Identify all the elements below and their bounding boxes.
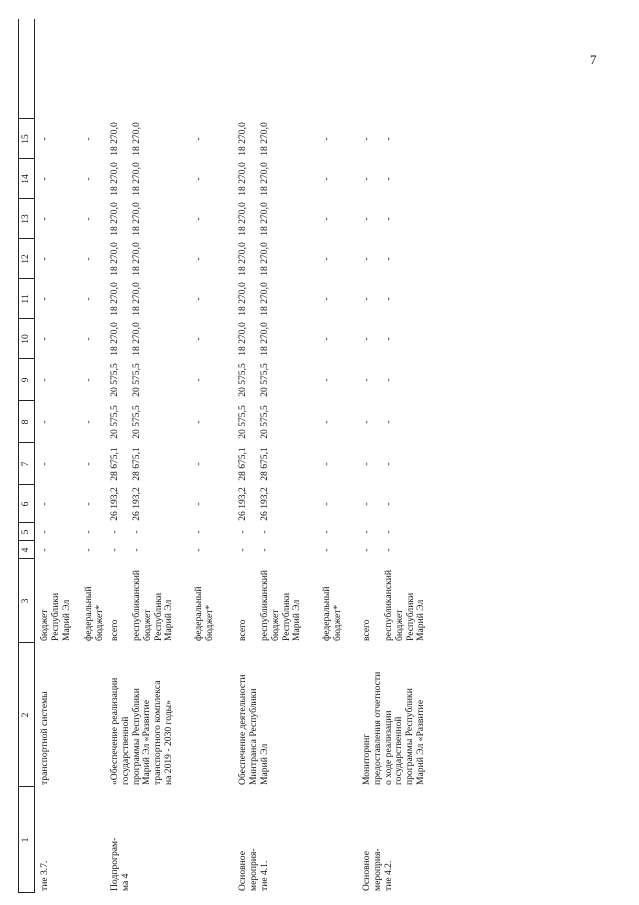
value-cell: - [39,502,50,506]
row-2-source: федеральный [193,586,204,641]
row-4-name: о ходе реализации [382,710,394,785]
value-cell: - [321,530,332,534]
header-cell-1: 1 [20,837,31,843]
value-cell: 20 575,5 [131,363,142,397]
table-top-border [18,19,19,893]
value-cell: - [321,462,332,466]
value-cell: - [83,420,94,424]
row-3-name: Обеспечение деятельности [237,674,248,785]
row-3-name: Марий Эл [258,743,270,785]
row-2-source: бюджет [141,609,153,641]
value-cell: - [361,462,372,466]
value-cell: - [361,257,372,261]
value-cell: - [193,217,204,221]
value-cell: 18 270,0 [237,282,248,316]
value-cell: - [39,420,50,424]
value-cell: - [321,378,332,382]
value-cell: - [193,462,204,466]
value-cell: 18 270,0 [109,322,120,356]
header-cell-13: 13 [20,214,31,224]
header-bottom-border [34,19,35,893]
value-cell: 28 675,1 [237,447,248,481]
value-cell: - [83,137,94,141]
value-cell: 26 193,2 [131,487,142,521]
header-cell-9: 9 [20,377,31,383]
header-cell-4: 4 [20,547,31,553]
value-cell: - [361,337,372,341]
value-cell: - [193,337,204,341]
value-cell: - [361,217,372,221]
value-cell: - [193,502,204,506]
value-cell: - [83,217,94,221]
value-cell: 20 575,5 [109,405,120,439]
row-1-code: тие 3.7. [39,860,50,891]
page-number: 7 [590,52,597,67]
value-cell: - [193,177,204,181]
value-cell: - [131,548,142,552]
header-cell-8: 8 [20,419,31,425]
value-cell: 26 193,2 [237,487,248,521]
value-cell: - [39,530,50,534]
row-1-source: бюджет [39,609,50,641]
value-cell: - [83,378,94,382]
value-cell: 18 270,0 [259,242,270,276]
value-cell: 18 270,0 [131,282,142,316]
value-cell: - [83,177,94,181]
value-cell: - [321,137,332,141]
value-cell: 18 270,0 [109,242,120,276]
header-cell-14: 14 [20,174,31,184]
row-4-name: программы Республики [404,688,416,785]
value-cell: - [83,297,94,301]
row-2-name: «Обеспечение реализации [109,677,120,785]
row-4-name: предоставления отчетности [371,671,383,785]
value-cell: 28 675,1 [131,447,142,481]
header-cell-6: 6 [20,501,31,507]
value-cell: 26 193,2 [259,487,270,521]
value-cell: - [321,257,332,261]
header-cell-2: 2 [20,712,31,718]
row-4-source: республиканский [383,569,394,641]
row-2-source: Марий Эл [163,599,175,641]
value-cell: - [83,257,94,261]
value-cell: - [193,420,204,424]
value-cell: - [383,177,394,181]
row-3-source: бюджет* [331,604,343,641]
value-cell: - [361,137,372,141]
value-cell: 20 575,5 [237,405,248,439]
value-cell: 28 675,1 [109,447,120,481]
row-4-name: Мониторинг [361,733,372,785]
value-cell: 20 575,5 [131,405,142,439]
value-cell: 26 193,2 [109,487,120,521]
row-2-source: бюджет* [203,604,215,641]
value-cell: - [361,502,372,506]
value-cell: - [383,297,394,301]
row-2-code: Подпрограм- [109,837,120,891]
value-cell: - [361,378,372,382]
value-cell: 20 575,5 [259,405,270,439]
value-cell: - [383,530,394,534]
value-cell: 18 270,0 [109,202,120,236]
value-cell: - [383,462,394,466]
value-cell: - [237,548,248,552]
value-cell: - [39,548,50,552]
value-cell: - [83,548,94,552]
row-3-source: Марий Эл [291,599,303,641]
value-cell: 18 270,0 [131,242,142,276]
value-cell: - [383,137,394,141]
value-cell: - [383,502,394,506]
value-cell: 18 270,0 [237,322,248,356]
row-3-source: всего [237,619,248,641]
value-cell: - [39,297,50,301]
value-cell: - [383,378,394,382]
value-cell: - [321,177,332,181]
value-cell: 18 270,0 [259,122,270,156]
row-2-code: ма 4 [119,873,131,891]
value-cell: - [383,337,394,341]
header-cell-5: 5 [20,529,31,535]
value-cell: 18 270,0 [131,162,142,196]
header-cell-3: 3 [20,598,31,604]
row-4-source: бюджет [393,609,405,641]
value-cell: 18 270,0 [259,322,270,356]
value-cell: 18 270,0 [237,202,248,236]
row-3-code: Основное [237,851,248,891]
row-2-source: республиканский [131,569,142,641]
row-1-source: Марий Эл [60,599,72,641]
value-cell: - [383,548,394,552]
value-cell: - [321,502,332,506]
value-cell: - [383,257,394,261]
row-4-code: тие 4.2. [382,860,394,891]
row-3-source: Республики [280,592,292,641]
value-cell: - [237,530,248,534]
row-3-source: бюджет [269,609,281,641]
row-1-source: бюджет* [93,604,105,641]
value-cell: - [361,530,372,534]
value-cell: 20 575,5 [237,363,248,397]
value-cell: 20 575,5 [109,363,120,397]
row-3-code: мероприя- [247,848,259,891]
value-cell: - [83,530,94,534]
value-cell: - [131,530,142,534]
value-cell: - [361,420,372,424]
value-cell: - [83,337,94,341]
row-2-source: Республики [152,592,164,641]
value-cell: 18 270,0 [131,122,142,156]
value-cell: - [39,257,50,261]
row-4-name: Марий Эл «Развитие [415,699,426,785]
value-cell: - [109,530,120,534]
value-cell: - [361,297,372,301]
value-cell: - [109,548,120,552]
row-4-code: мероприя- [371,848,383,891]
value-cell: - [321,217,332,221]
value-cell: - [361,177,372,181]
value-cell: - [83,462,94,466]
value-cell: - [39,177,50,181]
row-4-name: государственной [393,716,405,785]
value-cell: - [321,337,332,341]
value-cell: 18 270,0 [131,322,142,356]
value-cell: - [193,257,204,261]
value-cell: - [83,502,94,506]
value-cell: - [193,530,204,534]
value-cell: 18 270,0 [237,122,248,156]
row-1-name: транспортной системы [39,691,50,785]
row-2-name: на 2019 - 2030 годы» [163,700,174,785]
value-cell: 28 675,1 [259,447,270,481]
value-cell: - [39,217,50,221]
value-cell: - [193,137,204,141]
value-cell: 18 270,0 [237,162,248,196]
header-cell-11: 11 [20,294,31,304]
row-3-name: Минтранса Республики [247,688,259,785]
header-cell-10: 10 [20,334,31,344]
row-1-source: Республики [49,592,61,641]
row-4-source: Марий Эл [415,599,427,641]
value-cell: 20 575,5 [259,363,270,397]
value-cell: - [39,137,50,141]
row-1-source: федеральный [83,586,94,641]
value-cell: - [193,378,204,382]
value-cell: - [259,530,270,534]
row-3-source: федеральный [321,586,332,641]
value-cell: 18 270,0 [259,282,270,316]
header-cell-12: 12 [20,254,31,264]
value-cell: - [193,297,204,301]
value-cell: 18 270,0 [131,202,142,236]
value-cell: - [39,337,50,341]
row-2-source: всего [109,619,120,641]
row-4-source: всего [361,619,372,641]
row-2-name: Марий Эл «Развитие [141,699,153,785]
header-cell-7: 7 [20,461,31,467]
value-cell: 18 270,0 [259,202,270,236]
header-cell-15: 15 [20,134,31,144]
value-cell: 18 270,0 [259,162,270,196]
row-4-source: Республики [404,592,416,641]
row-4-code: Основное [361,851,372,891]
row-3-code: тие 4.1. [258,860,270,891]
value-cell: - [361,548,372,552]
value-cell: - [321,297,332,301]
value-cell: 18 270,0 [109,282,120,316]
row-2-name: программы Республики [130,688,142,785]
value-cell: - [39,378,50,382]
row-2-name: транспортного комплекса [152,680,164,785]
value-cell: 18 270,0 [109,162,120,196]
value-cell: - [321,420,332,424]
value-cell: - [383,217,394,221]
row-2-name: государственной [119,716,131,785]
value-cell: - [259,548,270,552]
value-cell: 18 270,0 [109,122,120,156]
value-cell: - [383,420,394,424]
value-cell: 18 270,0 [237,242,248,276]
value-cell: - [321,548,332,552]
value-cell: - [39,462,50,466]
row-3-source: республиканский [259,569,270,641]
value-cell: - [193,548,204,552]
